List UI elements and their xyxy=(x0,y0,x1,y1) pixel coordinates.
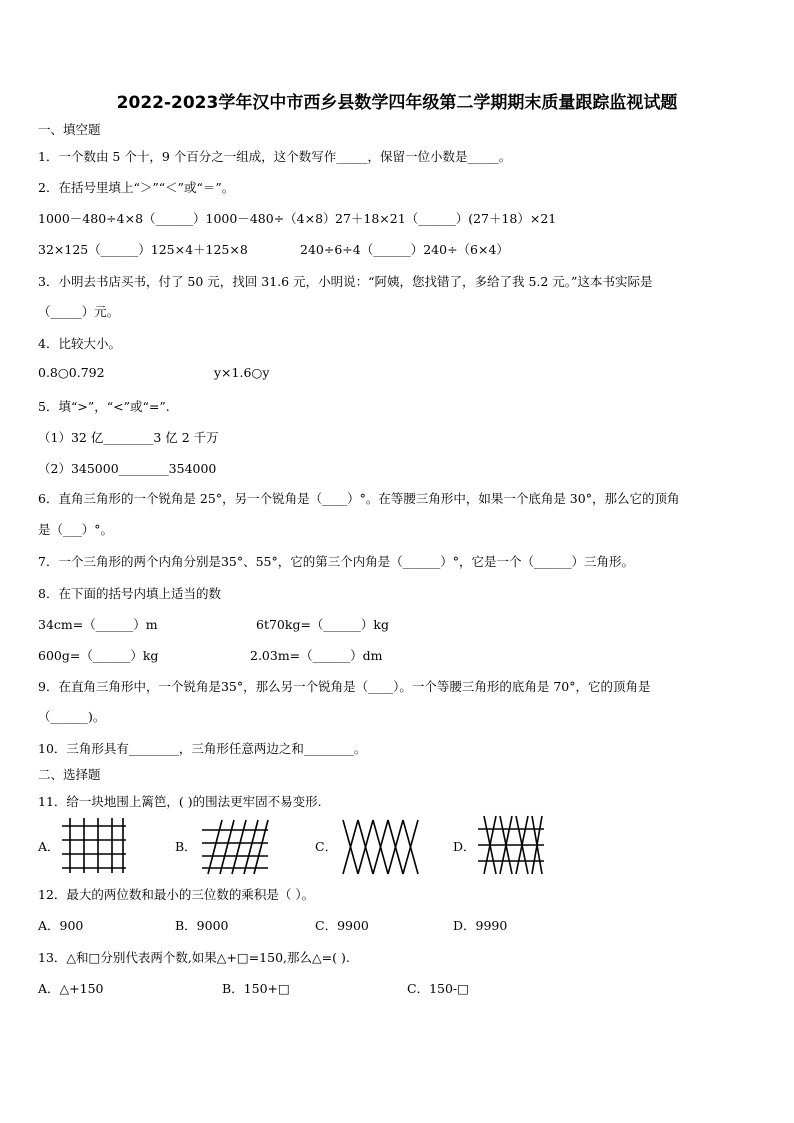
q13-option-b: B．150+□ xyxy=(222,981,290,996)
q13-option-a: A．△+150 xyxy=(38,981,104,996)
question-4a: 0.8○0.792 xyxy=(38,365,105,380)
page-title: 2022-2023学年汉中市西乡县数学四年级第二学期期末质量跟踪监视试题 xyxy=(116,93,678,113)
question-8c: 600g=（______）kg xyxy=(38,648,159,663)
q11-option-a-square-grid xyxy=(60,816,128,874)
section-choice-heading: 二、选择题 xyxy=(38,767,101,782)
question-1: 1．一个数由 5 个十，9 个百分之一组成，这个数写作_____，保留一位小数是_____。 xyxy=(38,149,512,164)
question-10: 10．三角形具有________，三角形任意两边之和________。 xyxy=(38,741,367,756)
q12-option-a: A．900 xyxy=(38,918,84,933)
q11-option-d-label: D． xyxy=(453,839,476,854)
q11-option-a-label: A． xyxy=(38,839,60,854)
question-8a: 34cm=（______）m xyxy=(38,617,158,632)
q12-option-b: B．9000 xyxy=(175,918,229,933)
question-8b: 6t70kg=（______）kg xyxy=(256,617,390,632)
q11-option-c-cross-lattice xyxy=(340,818,420,876)
question-9-line1: 9．在直角三角形中，一个锐角是35°，那么另一个锐角是（____）。一个等腰三角形的底角是 70°，它的顶角是 xyxy=(38,679,651,694)
question-11: 11．给一块地围上篱笆，( )的围法更牢固不易变形. xyxy=(38,794,322,809)
question-5a: （1）32 亿________3 亿 2 千万 xyxy=(38,430,219,445)
question-2: 2．在括号里填上“＞”“＜”或“＝”。 xyxy=(38,180,235,195)
question-8: 8．在下面的括号内填上适当的数 xyxy=(38,586,221,601)
question-4: 4．比较大小。 xyxy=(38,336,121,351)
question-3-line2: （_____）元。 xyxy=(38,304,120,319)
question-13: 13．△和□分别代表两个数,如果△+□=150,那么△=( ). xyxy=(38,950,350,965)
q13-option-c: C．150-□ xyxy=(407,981,469,996)
question-4b: y×1.6○y xyxy=(214,365,270,380)
question-5: 5．填“>”，“<”或“=”. xyxy=(38,399,170,414)
q12-option-d: D．9990 xyxy=(453,918,508,933)
question-6-line1: 6．直角三角形的一个锐角是 25°，另一个锐角是（____）°。在等腰三角形中，如果一个底角是 30°，那么它的顶角 xyxy=(38,491,680,506)
q11-option-b-label: B． xyxy=(175,839,197,854)
q11-option-d-triangle-lattice xyxy=(476,814,546,876)
question-5b: （2）345000________354000 xyxy=(38,461,217,476)
question-3-line1: 3．小明去书店买书，付了 50 元，找回 31.6 元，小明说：“阿姨，您找错了，多给了我 5.2 元。”这本书实际是 xyxy=(38,274,653,289)
question-8d: 2.03m=（______）dm xyxy=(250,648,383,663)
q12-option-c: C．9900 xyxy=(315,918,369,933)
question-7: 7．一个三角形的两个内角分别是35°、55°，它的第三个内角是（______）°，它是一个（______）三角形。 xyxy=(38,554,635,569)
question-12: 12．最大的两位数和最小的三位数的乘积是（ ）。 xyxy=(38,887,315,902)
question-2d: 240÷6÷4（______）240÷（6×4） xyxy=(300,242,509,257)
question-2c: 32×125（______）125×4＋125×8 xyxy=(38,242,248,257)
q11-option-c-label: C． xyxy=(315,839,338,854)
question-9-line2: （______)。 xyxy=(38,709,106,724)
section-fill-heading: 一、填空题 xyxy=(38,122,101,137)
q11-option-b-slanted-grid xyxy=(200,818,270,876)
question-6-line2: 是（___）°。 xyxy=(38,522,114,537)
question-2a: 1000－480÷4×8（______）1000－480÷（4×8） xyxy=(38,211,336,226)
question-2b: 27＋18×21（______）(27＋18）×21 xyxy=(335,211,557,226)
